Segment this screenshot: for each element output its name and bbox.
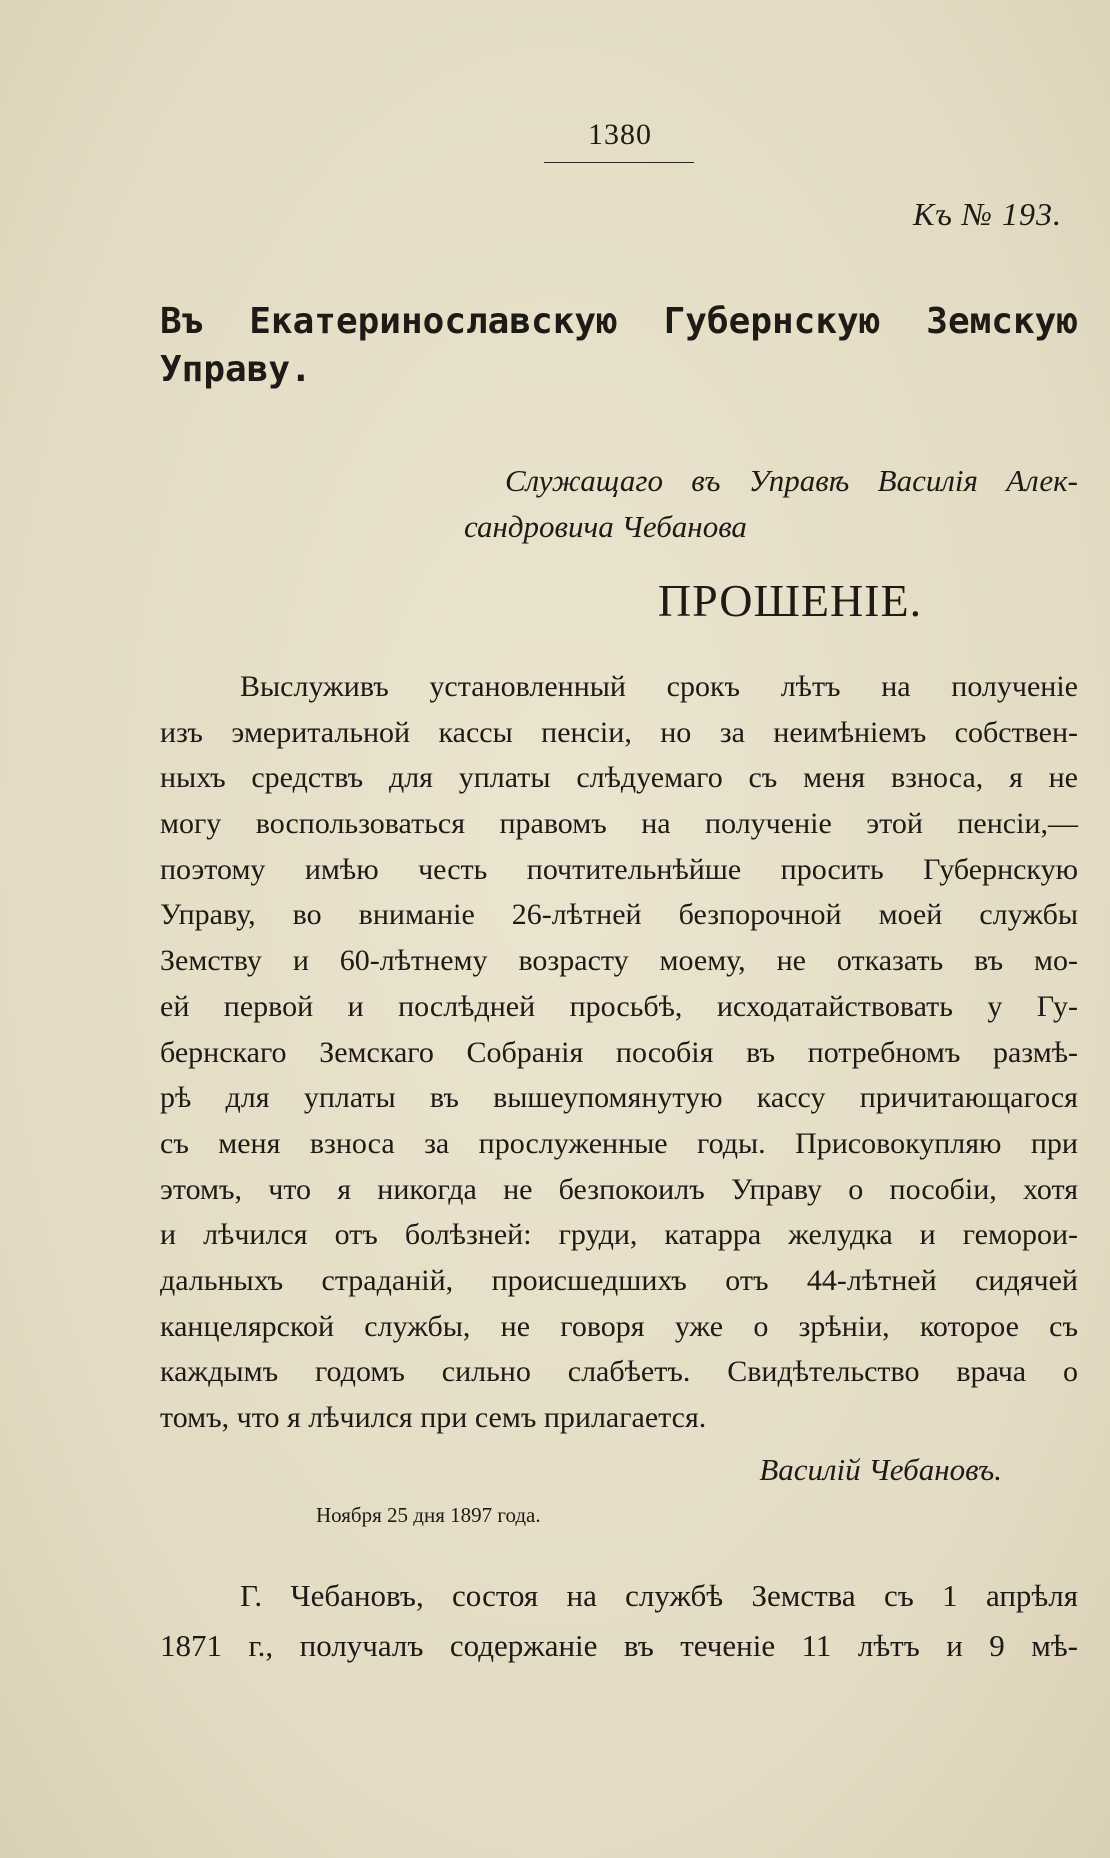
page-number: 1380 <box>588 118 652 151</box>
petitioner-block <box>160 458 1078 550</box>
body-line: ей первой и послѣдней просьбѣ, исходатайствовать у Гу- <box>160 989 1078 1023</box>
note-line: Г. Чебановъ, состоя на службѣ Земства съ 1 апрѣля <box>240 1578 1078 1613</box>
body-line: и лѣчился отъ болѣзней: груди, катарра желудка и гемoрои- <box>160 1218 1078 1252</box>
petitioner-line-2: сандровича Чебанова <box>464 509 747 544</box>
body-line: томъ, что я лѣчился при семъ прилагается. <box>160 1401 707 1434</box>
petitioner-line-1: Служащаго въ Управѣ Василія Алек- <box>505 463 1078 498</box>
body-line: каждымъ годомъ сильно слабѣетъ. Свидѣтельство врача о <box>160 1355 1078 1389</box>
petition-body <box>160 664 1078 1441</box>
body-line: этомъ, что я никогда не безпокоилъ Управу о пособіи, хотя <box>160 1172 1078 1206</box>
administrative-note <box>160 1571 1078 1671</box>
note-line: 1871 г., получалъ содержаніе въ теченіе 11 лѣтъ и 9 мѣ- <box>160 1628 1078 1663</box>
body-line: съ меня взноса за прослуженные годы. Присовокупляю при <box>160 1126 1078 1160</box>
addressee-heading <box>160 298 1078 394</box>
page-number-rule <box>544 162 694 163</box>
addressee-line-2: Управу. <box>160 349 312 390</box>
body-line: Выслуживъ установленный срокъ лѣтъ на полученіе <box>240 670 1078 703</box>
body-line: поэтому имѣю честь почтительнѣйше просить Губернскую <box>160 852 1078 886</box>
signature: Василій Чебановъ. <box>759 1452 1002 1487</box>
petition-title: ПРОШЕНІЕ. <box>657 575 923 626</box>
petition-date: Ноября 25 дня 1897 года. <box>316 1503 541 1527</box>
addressee-line-1: Въ Екатеринославскую Губернскую Земскую <box>160 301 1078 342</box>
body-line: канцелярской службы, не говоря уже о зрѣніи, которое съ <box>160 1309 1078 1343</box>
body-line: изъ эмеритальной кассы пенсіи, но за неимѣніемъ собствен- <box>160 715 1078 749</box>
body-line: бернскаго Земскаго Собранія пособія въ потребномъ размѣ- <box>160 1035 1078 1069</box>
body-line: рѣ для уплаты въ вышеупомянутую кассу причитающагося <box>160 1081 1078 1115</box>
reference-number: Къ № 193. <box>912 196 1062 232</box>
body-line: Земству и 60-лѣтнему возрасту моему, не отказать въ мо- <box>160 944 1078 978</box>
body-line: могу воспользоваться правомъ на полученіе этой пенсіи,— <box>160 807 1078 841</box>
body-line: ныхъ средствъ для уплаты слѣдуемаго съ меня взноса, я не <box>160 761 1078 795</box>
body-line: дальныхъ страданій, происшедшихъ отъ 44-лѣтней сидячей <box>160 1263 1078 1297</box>
body-line: Управу, во вниманіе 26-лѣтней безпорочной моей службы <box>160 898 1078 932</box>
